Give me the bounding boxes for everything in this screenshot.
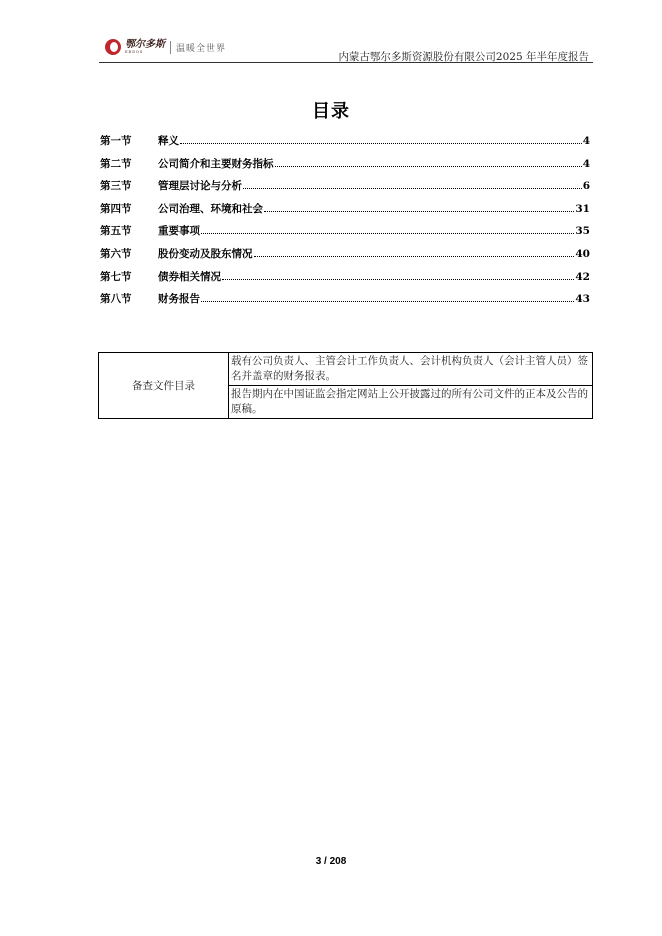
toc-page-number: 40 bbox=[575, 247, 590, 260]
toc-section-name: 重要事项 bbox=[158, 225, 200, 238]
table-of-contents bbox=[100, 133, 590, 314]
toc-entry[interactable] bbox=[100, 246, 590, 269]
toc-leader-dots bbox=[222, 279, 574, 280]
page-header bbox=[99, 36, 593, 63]
toc-section-number: 第六节 bbox=[100, 247, 132, 260]
toc-leader-dots bbox=[254, 256, 575, 257]
reference-document-item: 载有公司负责人、主管会计工作负责人、会计机构负责人（会计主管人员）签名并盖章的财务报表。 bbox=[229, 353, 593, 386]
toc-page-number: 6 bbox=[582, 180, 590, 193]
logo-text: 鄂尔多斯 bbox=[125, 38, 165, 50]
toc-title: 目录 bbox=[312, 101, 350, 122]
table-row bbox=[99, 353, 593, 386]
toc-page-number: 4 bbox=[582, 157, 590, 170]
toc-page-number: 4 bbox=[582, 135, 590, 147]
toc-section-name: 公司治理、环境和社会 bbox=[158, 202, 263, 215]
toc-entry[interactable] bbox=[100, 201, 590, 224]
reference-documents-label: 备查文件目录 bbox=[99, 353, 229, 419]
toc-leader-dots bbox=[275, 166, 582, 167]
toc-page-number: 42 bbox=[575, 270, 590, 283]
report-title: 内蒙古鄂尔多斯资源股份有限公司2025 年半年度报告 bbox=[338, 51, 589, 63]
toc-page-number: 35 bbox=[575, 225, 590, 238]
toc-section-name: 管理层讨论与分析 bbox=[158, 180, 242, 193]
toc-section-number: 第一节 bbox=[100, 135, 132, 147]
toc-entry[interactable] bbox=[100, 291, 590, 314]
toc-leader-dots bbox=[180, 143, 582, 144]
toc-section-name: 释义 bbox=[158, 135, 179, 147]
logo-divider bbox=[170, 41, 171, 54]
toc-leader-dots bbox=[243, 188, 582, 189]
toc-section-number: 第三节 bbox=[100, 180, 132, 193]
reference-document-item: 报告期内在中国证监会指定网站上公开披露过的所有公司文件的正本及公告的原稿。 bbox=[229, 386, 593, 419]
logo-mark-icon bbox=[105, 39, 121, 55]
toc-section-name: 股份变动及股东情况 bbox=[158, 247, 253, 260]
logo-slogan: 温暖全世界 bbox=[176, 43, 227, 54]
toc-section-number: 第二节 bbox=[100, 157, 132, 170]
toc-leader-dots bbox=[264, 211, 574, 212]
toc-leader-dots bbox=[201, 233, 574, 234]
toc-leader-dots bbox=[201, 301, 574, 302]
toc-entry[interactable] bbox=[100, 133, 590, 156]
toc-section-number: 第五节 bbox=[100, 225, 132, 238]
toc-entry[interactable] bbox=[100, 156, 590, 179]
toc-entry[interactable] bbox=[100, 223, 590, 246]
toc-page-number: 31 bbox=[575, 202, 590, 215]
toc-section-name: 债券相关情况 bbox=[158, 270, 221, 283]
company-logo bbox=[105, 36, 226, 58]
toc-entry[interactable] bbox=[100, 178, 590, 201]
toc-section-number: 第四节 bbox=[100, 202, 132, 215]
page-number: 3 / 208 bbox=[315, 856, 347, 867]
toc-section-number: 第八节 bbox=[100, 293, 132, 306]
toc-section-number: 第七节 bbox=[100, 270, 132, 283]
toc-section-name: 公司简介和主要财务指标 bbox=[158, 157, 274, 170]
reference-documents-table bbox=[98, 352, 593, 419]
toc-section-name: 财务报告 bbox=[158, 293, 200, 306]
toc-page-number: 43 bbox=[575, 293, 590, 306]
toc-entry[interactable] bbox=[100, 269, 590, 292]
logo-subtext: ERDOS bbox=[125, 49, 144, 54]
